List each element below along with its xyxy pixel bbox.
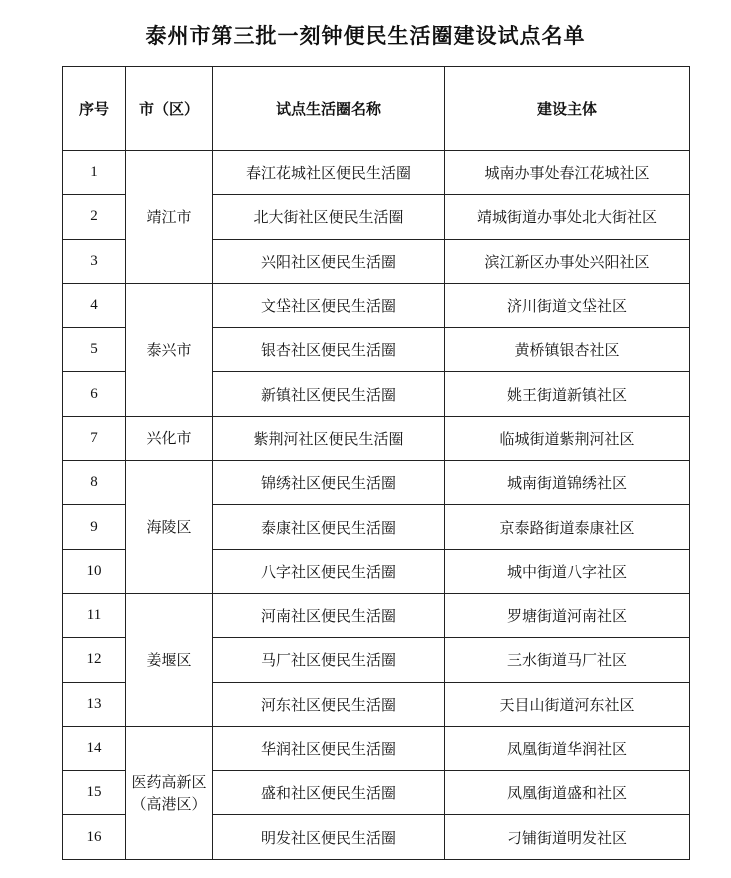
circle-name: 银杏社区便民生活圈 — [213, 328, 445, 372]
city-cell: 姜堰区 — [126, 593, 213, 726]
row-number: 4 — [63, 283, 126, 327]
row-number: 14 — [63, 726, 126, 770]
construction-body: 京泰路街道泰康社区 — [445, 505, 690, 549]
construction-body: 滨江新区办事处兴阳社区 — [445, 239, 690, 283]
city-cell: 靖江市 — [126, 151, 213, 284]
header-body: 建设主体 — [445, 67, 690, 151]
construction-body: 刁铺街道明发社区 — [445, 815, 690, 859]
table-row — [63, 593, 690, 637]
pilot-list-table — [62, 66, 690, 860]
construction-body: 济川街道文垈社区 — [445, 283, 690, 327]
row-number: 10 — [63, 549, 126, 593]
circle-name: 春江花城社区便民生活圈 — [213, 151, 445, 195]
table-header-row — [63, 67, 690, 151]
row-number: 8 — [63, 461, 126, 505]
construction-body: 靖城街道办事处北大街社区 — [445, 195, 690, 239]
construction-body: 三水街道马厂社区 — [445, 638, 690, 682]
circle-name: 北大街社区便民生活圈 — [213, 195, 445, 239]
city-cell: 医药高新区（高港区） — [126, 726, 213, 859]
construction-body: 罗塘街道河南社区 — [445, 593, 690, 637]
row-number: 11 — [63, 593, 126, 637]
city-cell: 泰兴市 — [126, 283, 213, 416]
header-name: 试点生活圈名称 — [213, 67, 445, 151]
construction-body: 凤凰街道盛和社区 — [445, 771, 690, 815]
city-cell: 海陵区 — [126, 461, 213, 594]
row-number: 16 — [63, 815, 126, 859]
row-number: 15 — [63, 771, 126, 815]
construction-body: 城南办事处春江花城社区 — [445, 151, 690, 195]
circle-name: 河东社区便民生活圈 — [213, 682, 445, 726]
circle-name: 河南社区便民生活圈 — [213, 593, 445, 637]
header-no: 序号 — [63, 67, 126, 151]
table-row — [63, 151, 690, 195]
header-city: 市（区） — [126, 67, 213, 151]
circle-name: 兴阳社区便民生活圈 — [213, 239, 445, 283]
table-row — [63, 283, 690, 327]
circle-name: 文垈社区便民生活圈 — [213, 283, 445, 327]
row-number: 2 — [63, 195, 126, 239]
construction-body: 姚王街道新镇社区 — [445, 372, 690, 416]
circle-name: 泰康社区便民生活圈 — [213, 505, 445, 549]
circle-name: 锦绣社区便民生活圈 — [213, 461, 445, 505]
circle-name: 盛和社区便民生活圈 — [213, 771, 445, 815]
table-row — [63, 416, 690, 460]
table-row — [63, 461, 690, 505]
circle-name: 八字社区便民生活圈 — [213, 549, 445, 593]
circle-name: 紫荆河社区便民生活圈 — [213, 416, 445, 460]
construction-body: 天目山街道河东社区 — [445, 682, 690, 726]
row-number: 7 — [63, 416, 126, 460]
circle-name: 明发社区便民生活圈 — [213, 815, 445, 859]
row-number: 9 — [63, 505, 126, 549]
row-number: 13 — [63, 682, 126, 726]
table-row — [63, 726, 690, 770]
row-number: 3 — [63, 239, 126, 283]
construction-body: 黄桥镇银杏社区 — [445, 328, 690, 372]
row-number: 5 — [63, 328, 126, 372]
construction-body: 临城街道紫荆河社区 — [445, 416, 690, 460]
construction-body: 凤凰街道华润社区 — [445, 726, 690, 770]
page-title: 泰州市第三批一刻钟便民生活圈建设试点名单 — [145, 24, 586, 48]
row-number: 1 — [63, 151, 126, 195]
construction-body: 城南街道锦绣社区 — [445, 461, 690, 505]
circle-name: 新镇社区便民生活圈 — [213, 372, 445, 416]
circle-name: 华润社区便民生活圈 — [213, 726, 445, 770]
row-number: 12 — [63, 638, 126, 682]
row-number: 6 — [63, 372, 126, 416]
city-cell: 兴化市 — [126, 416, 213, 460]
construction-body: 城中街道八字社区 — [445, 549, 690, 593]
circle-name: 马厂社区便民生活圈 — [213, 638, 445, 682]
